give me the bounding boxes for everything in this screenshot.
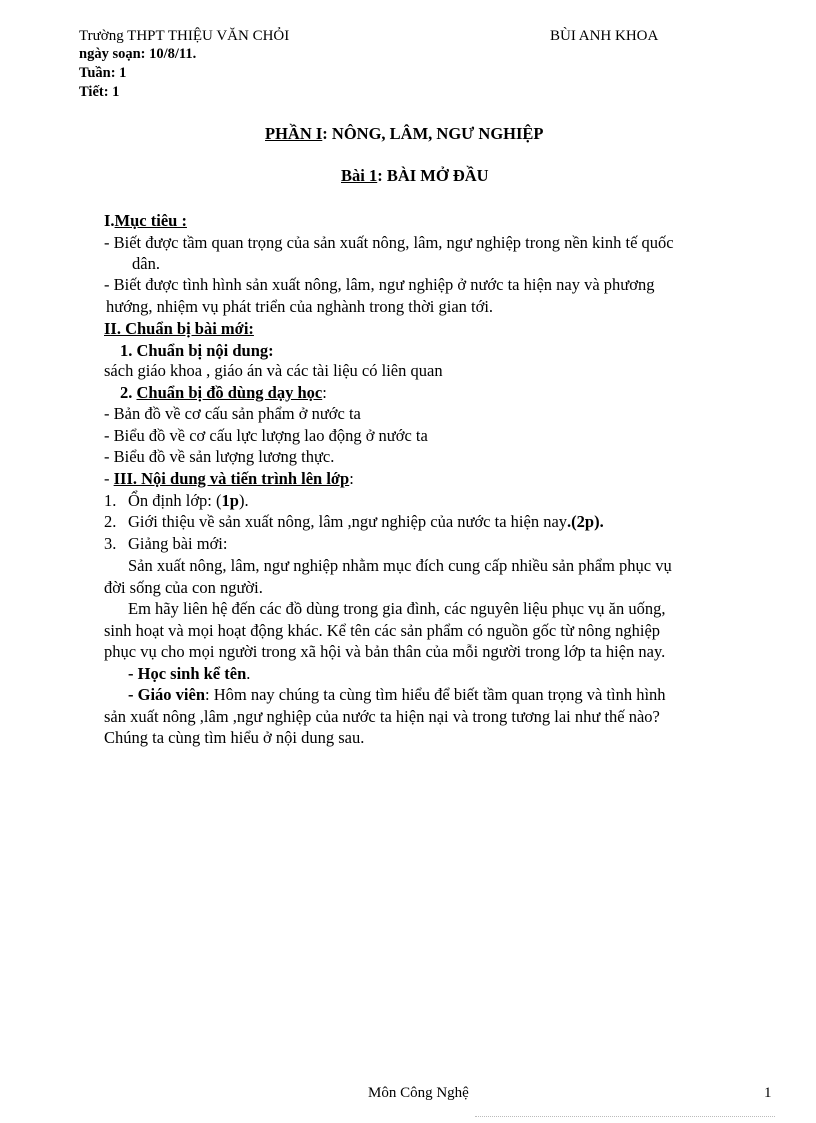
period-label: Tiết: 1 [79, 84, 120, 100]
step-2 [128, 511, 604, 532]
prep-materials-colon: : [322, 383, 327, 402]
paragraph-2-line-3: phục vụ cho mọi người trong xã hội và bản thân của mỗi người trong lớp ta hiện nay. [104, 642, 666, 661]
section3-colon: : [349, 469, 354, 488]
week-label: Tuần: 1 [79, 65, 127, 81]
material-item: - Biểu đồ về sản lượng lương thực. [104, 447, 335, 466]
step-1-bold: 1p [221, 491, 239, 510]
section1-heading-prefix: I. [104, 211, 115, 230]
prep-materials-heading [120, 382, 327, 403]
paragraph-1-line-2: đời sống của con người. [104, 578, 263, 597]
part-prefix: PHẦN I [265, 124, 323, 143]
section2-heading: II. Chuẩn bị bài mới: [104, 319, 254, 338]
student-label: - Học sinh kể tên [128, 664, 247, 683]
objective-2-line-1: - Biết được tình hình sản xuất nông, lâm, ngư nghiệp ở nước ta hiện nay và phương [104, 275, 655, 294]
footer-divider [475, 1116, 775, 1117]
prep-content-heading: 1. Chuẩn bị nội dung: [120, 341, 274, 360]
section3-heading [104, 468, 354, 489]
section3-dash: - [104, 469, 114, 488]
step-3-num: 3. [104, 534, 117, 553]
lesson-prefix: Bài 1 [341, 166, 378, 185]
material-item: - Bản đồ về cơ cấu sản phẩm ở nước ta [104, 404, 361, 423]
step-1-text: Ổn định lớp: ( [128, 491, 222, 510]
objective-1-line-2: dân. [132, 254, 160, 273]
teacher-line-3: Chúng ta cùng tìm hiểu ở nội dung sau. [104, 728, 365, 747]
section1-heading [104, 210, 187, 231]
step-3-text: Giảng bài mới: [128, 534, 228, 553]
student-line [128, 663, 250, 684]
objective-1-line-1: - Biết được tầm quan trọng của sản xuất nông, lâm, ngư nghiệp trong nền kinh tế quốc [104, 233, 674, 252]
part-title [265, 124, 544, 144]
teacher-text-1: : Hôm nay chúng ta cùng tìm hiểu để biết tầm quan trọng và tình hình [205, 685, 666, 704]
section1-heading-rest: Mục tiêu : [114, 211, 187, 230]
step-1 [128, 490, 249, 511]
lesson-title [341, 166, 489, 186]
date-label: ngày soạn: 10/8/11. [79, 46, 197, 62]
step-2-num: 2. [104, 512, 117, 531]
footer-subject: Môn Công Nghệ [368, 1085, 469, 1101]
material-item: - Biểu đồ về cơ cấu lực lượng lao động ở nước ta [104, 426, 428, 445]
section3-heading-text: III. Nội dung và tiến trình lên lớp [113, 469, 350, 488]
step-2-text: Giới thiệu về sản xuất nông, lâm ,ngư nghiệp của nước ta hiện nay [128, 512, 568, 531]
lesson-rest: : BÀI MỞ ĐẦU [377, 166, 489, 185]
objective-2-line-2: hướng, nhiệm vụ phát triển của nghành trong thời gian tới. [106, 297, 494, 316]
prep-content-text: sách giáo khoa , giáo án và các tài liệu có liên quan [104, 361, 443, 380]
page-number: 1 [764, 1085, 772, 1101]
step-1-num: 1. [104, 491, 117, 510]
step-2-bold: .(2p). [567, 512, 604, 531]
student-end: . [246, 664, 251, 683]
school-name: Trường THPT THIỆU VĂN CHỎI [79, 28, 290, 44]
paragraph-2-line-1: Em hãy liên hệ đến các đồ dùng trong gia đình, các nguyên liệu phục vụ ăn uống, [128, 599, 666, 618]
prep-materials-text: Chuẩn bị đồ dùng dạy học [136, 383, 323, 402]
teacher-line-1 [128, 684, 666, 705]
prep-materials-num: 2. [120, 383, 137, 402]
paragraph-2-line-2: sinh hoạt và mọi hoạt động khác. Kể tên các sản phẩm có nguồn gốc từ nông nghiệp [104, 621, 661, 640]
author-name: BÙI ANH KHOA [550, 28, 659, 44]
step-1-end: ). [238, 491, 249, 510]
teacher-line-2: sản xuất nông ,lâm ,ngư nghiệp của nước ta hiện nại và trong tương lai như thế nào? [104, 707, 660, 726]
part-rest: : NÔNG, LÂM, NGƯ NGHIỆP [322, 124, 544, 143]
paragraph-1-line-1: Sản xuất nông, lâm, ngư nghiệp nhằm mục đích cung cấp nhiều sản phẩm phục vụ [128, 556, 672, 575]
teacher-label: - Giáo viên [128, 685, 205, 704]
